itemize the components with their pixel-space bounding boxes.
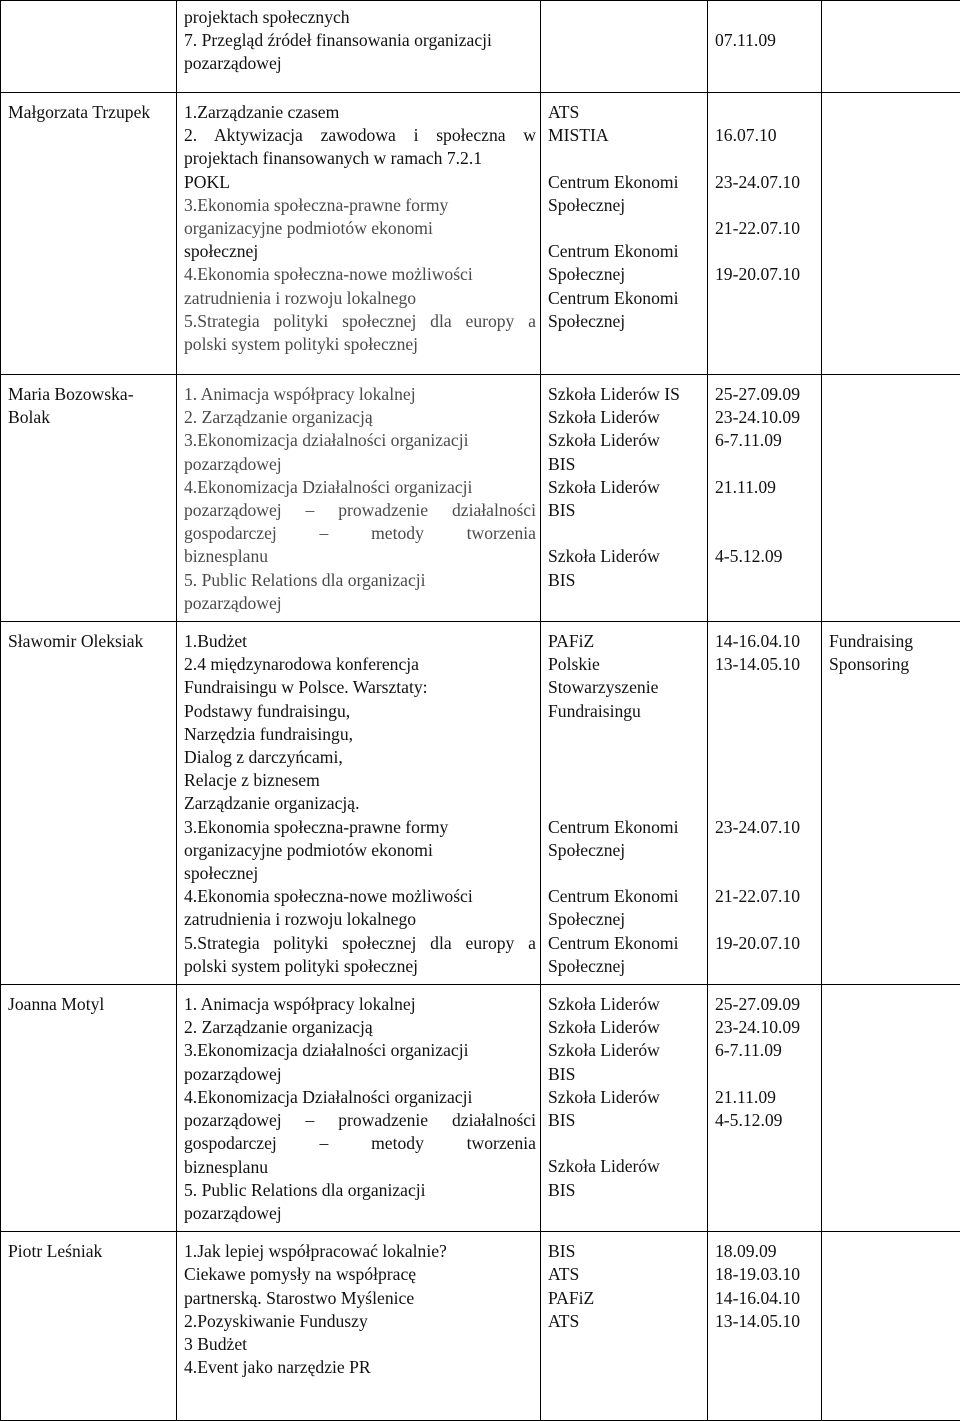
table-row	[1, 622, 960, 985]
topic-line: pozarządowej	[184, 453, 536, 476]
trainer-name: Małgorzata Trzupek	[8, 102, 150, 122]
topic-line: pozarządowej	[184, 1202, 536, 1225]
organizer-line: Społecznej	[548, 955, 703, 978]
organizer-line: PAFiZ	[548, 630, 703, 653]
date-line	[715, 700, 817, 723]
organizer-line: Społecznej	[548, 263, 703, 286]
date-line	[715, 101, 817, 124]
topic-line: 3.Ekonomizacja działalności organizacji	[184, 1039, 536, 1062]
trainer-name-cell	[1, 622, 177, 985]
topic-line: społecznej	[184, 240, 536, 263]
area-cell	[822, 622, 960, 985]
organizer-line: ATS	[548, 101, 703, 124]
topic-line: 4.Event jako narzędzie PR	[184, 1356, 536, 1379]
date-line: 23-24.07.10	[715, 816, 817, 839]
dates-cell	[708, 985, 822, 1232]
organizer-line: Centrum Ekonomi	[548, 885, 703, 908]
organizer-line: Społecznej	[548, 194, 703, 217]
table-row	[1, 375, 960, 622]
trainer-name: Piotr Leśniak	[8, 1241, 102, 1261]
table-row	[1, 93, 960, 375]
topics-cell	[177, 985, 541, 1232]
trainer-name: Sławomir Oleksiak	[8, 631, 143, 651]
organizer-line	[548, 862, 703, 885]
topics-cell	[177, 375, 541, 622]
topic-line: 3 Budżet	[184, 1333, 536, 1356]
date-line: 25-27.09.09	[715, 383, 817, 406]
topic-line: Dialog z darczyńcami,	[184, 746, 536, 769]
area-cell	[822, 985, 960, 1232]
date-line: 6-7.11.09	[715, 429, 817, 452]
topics-cell	[177, 622, 541, 985]
dates-cell	[708, 1232, 822, 1421]
trainer-name-cell	[1, 1232, 177, 1421]
topic-line: 3.Ekonomia społeczna-prawne formy	[184, 816, 536, 839]
organizer-line: Szkoła Liderów	[548, 476, 703, 499]
topic-line: 1. Animacja współpracy lokalnej	[184, 993, 536, 1016]
organizer-line: Centrum Ekonomi	[548, 816, 703, 839]
area-line: Fundraising	[829, 630, 956, 653]
date-line	[715, 1063, 817, 1086]
trainer-name-cell	[1, 1, 177, 93]
topic-line: 7. Przegląd źródeł finansowania organizacji	[184, 29, 536, 52]
organizer-line	[548, 723, 703, 746]
date-line: 13-14.05.10	[715, 1310, 817, 1333]
topic-line: pozarządowej – prowadzenie działalności	[184, 499, 536, 522]
topic-line: Fundraisingu w Polsce. Warsztaty:	[184, 676, 536, 699]
topic-line: polski system polityki społecznej	[184, 333, 536, 356]
topic-line: 4.Ekonomia społeczna-nowe możliwości	[184, 885, 536, 908]
topic-line: społecznej	[184, 862, 536, 885]
organizers-cell	[541, 375, 708, 622]
date-line	[715, 194, 817, 217]
topic-line: POKL	[184, 171, 536, 194]
date-line	[715, 6, 817, 29]
date-line	[715, 792, 817, 815]
organizer-line	[548, 147, 703, 170]
topic-line: 2. Zarządzanie organizacją	[184, 406, 536, 429]
organizer-line: Szkoła Liderów	[548, 406, 703, 429]
table-row	[1, 985, 960, 1232]
date-line: 19-20.07.10	[715, 263, 817, 286]
date-line	[715, 723, 817, 746]
trainer-name-cell	[1, 985, 177, 1232]
date-line: 19-20.07.10	[715, 932, 817, 955]
organizer-line: BIS	[548, 453, 703, 476]
topic-line: 4.Ekonomizacja Działalności organizacji	[184, 476, 536, 499]
date-line: 21.11.09	[715, 1086, 817, 1109]
date-line	[715, 240, 817, 263]
organizer-line: Fundraisingu	[548, 700, 703, 723]
organizer-line: Stowarzyszenie	[548, 676, 703, 699]
date-line: 14-16.04.10	[715, 630, 817, 653]
trainer-name: Maria Bozowska-Bolak	[8, 384, 134, 427]
organizer-line: Szkoła Liderów	[548, 993, 703, 1016]
date-line	[715, 147, 817, 170]
area-cell	[822, 375, 960, 622]
dates-cell	[708, 622, 822, 985]
trainer-name-cell	[1, 375, 177, 622]
topic-line: Relacje z biznesem	[184, 769, 536, 792]
date-line	[715, 676, 817, 699]
topic-line: 2. Zarządzanie organizacją	[184, 1016, 536, 1039]
date-line	[715, 862, 817, 885]
topic-line: 5.Strategia polityki społecznej dla europy a	[184, 932, 536, 955]
date-line: 25-27.09.09	[715, 993, 817, 1016]
organizer-line: Szkoła Liderów	[548, 545, 703, 568]
organizer-line: ATS	[548, 1263, 703, 1286]
organizer-line: Szkoła Liderów	[548, 1155, 703, 1178]
organizer-line: Szkoła Liderów	[548, 1039, 703, 1062]
date-line: 16.07.10	[715, 124, 817, 147]
topic-line: 5.Strategia polityki społecznej dla europy a	[184, 310, 536, 333]
topic-line: Ciekawe pomysły na współpracę	[184, 1263, 536, 1286]
topic-line: pozarządowej	[184, 52, 536, 75]
organizers-cell	[541, 622, 708, 985]
organizer-line: ATS	[548, 1310, 703, 1333]
organizer-line: Społecznej	[548, 310, 703, 333]
area-cell	[822, 1, 960, 93]
organizer-line: Polskie	[548, 653, 703, 676]
topic-line: 2.4 międzynarodowa konferencja	[184, 653, 536, 676]
topic-line: zatrudnienia i rozwoju lokalnego	[184, 287, 536, 310]
date-line: 23-24.10.09	[715, 1016, 817, 1039]
topic-line: 1.Zarządzanie czasem	[184, 101, 536, 124]
topic-line: gospodarczej – metody tworzenia	[184, 1132, 536, 1155]
date-line	[715, 839, 817, 862]
date-line	[715, 522, 817, 545]
topic-line: 1. Animacja współpracy lokalnej	[184, 383, 536, 406]
topic-line: partnerską. Starostwo Myślenice	[184, 1287, 536, 1310]
date-line	[715, 746, 817, 769]
organizer-line: Szkoła Liderów	[548, 1016, 703, 1039]
topic-line: 4.Ekonomizacja Działalności organizacji	[184, 1086, 536, 1109]
organizer-line	[548, 522, 703, 545]
organizer-line: Centrum Ekonomi	[548, 240, 703, 263]
date-line: 4-5.12.09	[715, 545, 817, 568]
topics-cell	[177, 1232, 541, 1421]
topic-line: 1.Budżet	[184, 630, 536, 653]
date-line: 23-24.07.10	[715, 171, 817, 194]
organizer-line: Centrum Ekonomi	[548, 171, 703, 194]
topic-line: projektach finansowanych w ramach 7.2.1	[184, 147, 536, 170]
topic-line: biznesplanu	[184, 1156, 536, 1179]
table-row	[1, 1232, 960, 1421]
organizer-line	[548, 1132, 703, 1155]
topic-line: biznesplanu	[184, 545, 536, 568]
organizer-line: Centrum Ekonomi	[548, 287, 703, 310]
topic-line: 4.Ekonomia społeczna-nowe możliwości	[184, 263, 536, 286]
organizer-line	[548, 769, 703, 792]
date-line	[715, 908, 817, 931]
topic-line: pozarządowej – prowadzenie działalności	[184, 1109, 536, 1132]
topic-line: 3.Ekonomizacja działalności organizacji	[184, 429, 536, 452]
organizer-line: Szkoła Liderów IS	[548, 383, 703, 406]
date-line: 21-22.07.10	[715, 217, 817, 240]
organizer-line: Społecznej	[548, 839, 703, 862]
organizers-cell	[541, 93, 708, 375]
date-line: 21.11.09	[715, 476, 817, 499]
date-line: 23-24.10.09	[715, 406, 817, 429]
organizer-line	[548, 792, 703, 815]
organizer-line: BIS	[548, 1109, 703, 1132]
organizers-cell	[541, 985, 708, 1232]
date-line: 18-19.03.10	[715, 1263, 817, 1286]
date-line	[715, 499, 817, 522]
organizers-cell	[541, 1, 708, 93]
topic-line: Podstawy fundraisingu,	[184, 700, 536, 723]
date-line: 6-7.11.09	[715, 1039, 817, 1062]
topic-line: 1.Jak lepiej współpracować lokalnie?	[184, 1240, 536, 1263]
topic-line: zatrudnienia i rozwoju lokalnego	[184, 908, 536, 931]
organizer-line: Centrum Ekonomi	[548, 932, 703, 955]
organizer-line: Szkoła Liderów	[548, 1086, 703, 1109]
date-line	[715, 769, 817, 792]
topics-cell	[177, 1, 541, 93]
topic-line: Narzędzia fundraisingu,	[184, 723, 536, 746]
topic-line: organizacyjne podmiotów ekonomi	[184, 839, 536, 862]
organizer-line: BIS	[548, 1179, 703, 1202]
trainer-name-cell	[1, 93, 177, 375]
date-line: 18.09.09	[715, 1240, 817, 1263]
date-line	[715, 453, 817, 476]
date-line: 07.11.09	[715, 29, 817, 52]
dates-cell	[708, 1, 822, 93]
area-cell	[822, 1232, 960, 1421]
dates-cell	[708, 375, 822, 622]
area-cell	[822, 93, 960, 375]
topic-line: pozarządowej	[184, 592, 536, 615]
organizer-line: BIS	[548, 1063, 703, 1086]
organizer-line: PAFiZ	[548, 1287, 703, 1310]
topic-line: Zarządzanie organizacją.	[184, 792, 536, 815]
topic-line: gospodarczej – metody tworzenia	[184, 522, 536, 545]
organizer-line: BIS	[548, 499, 703, 522]
date-line: 14-16.04.10	[715, 1287, 817, 1310]
organizer-line	[548, 217, 703, 240]
topic-line: 3.Ekonomia społeczna-prawne formy	[184, 194, 536, 217]
organizer-line: Szkoła Liderów	[548, 429, 703, 452]
topic-line: 5. Public Relations dla organizacji	[184, 569, 536, 592]
organizer-line: BIS	[548, 569, 703, 592]
trainer-name: Joanna Motyl	[8, 994, 104, 1014]
table-row	[1, 1, 960, 93]
topic-line: 5. Public Relations dla organizacji	[184, 1179, 536, 1202]
topic-line: 2.Pozyskiwanie Funduszy	[184, 1310, 536, 1333]
organizer-line: MISTIA	[548, 124, 703, 147]
topic-line: organizacyjne podmiotów ekonomi	[184, 217, 536, 240]
area-line: Sponsoring	[829, 653, 956, 676]
topic-line: pozarządowej	[184, 1063, 536, 1086]
organizer-line: BIS	[548, 1240, 703, 1263]
date-line: 4-5.12.09	[715, 1109, 817, 1132]
topic-line: projektach społecznych	[184, 6, 536, 29]
date-line: 13-14.05.10	[715, 653, 817, 676]
date-line: 21-22.07.10	[715, 885, 817, 908]
topic-line: 2. Aktywizacja zawodowa i społeczna w	[184, 124, 536, 147]
organizers-cell	[541, 1232, 708, 1421]
dates-cell	[708, 93, 822, 375]
organizer-line: Społecznej	[548, 908, 703, 931]
organizer-line	[548, 746, 703, 769]
topic-line: polski system polityki społecznej	[184, 955, 536, 978]
topics-cell	[177, 93, 541, 375]
